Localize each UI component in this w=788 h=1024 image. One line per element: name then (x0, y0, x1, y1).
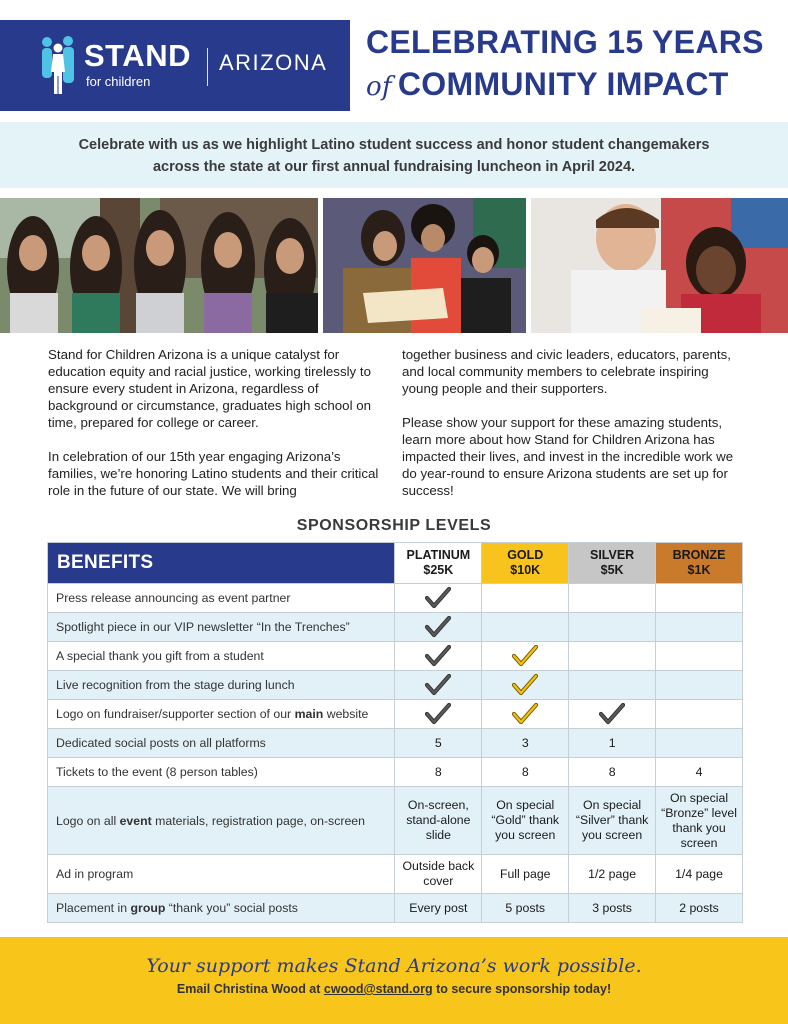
logo-subtext: for children (86, 74, 151, 89)
footer-band (0, 937, 788, 1024)
checkmark-icon (395, 584, 482, 613)
level-value: 5 posts (482, 894, 569, 923)
footer-contact (0, 982, 788, 996)
logo-stand-text: STAND (84, 38, 191, 73)
level-name: GOLD (507, 548, 544, 562)
checkmark-icon (482, 642, 569, 671)
contact-pre: Email Christina Wood at (176, 982, 324, 996)
benefit-text: Logo on fundraiser/supporter section of our (56, 707, 295, 721)
table-row (48, 642, 743, 671)
contact-post: to secure sponsorship today! (432, 982, 612, 996)
level-value: 2 posts (656, 894, 743, 923)
benefit-text: Placement in (56, 901, 131, 915)
table-row (48, 729, 743, 758)
body-paragraph: together business and civic leaders, educators, parents, and local community members to celebrate inspiring young people and their supporters. (402, 347, 731, 396)
level-value (569, 671, 656, 700)
body-right-column (402, 346, 744, 516)
level-value: On special “Bronze” level thank you screen (656, 787, 743, 855)
level-header-silver (569, 543, 656, 584)
benefit-label: Live recognition from the stage during lunch (48, 671, 395, 700)
level-value (569, 613, 656, 642)
sponsorship-title: SPONSORSHIP LEVELS (296, 517, 492, 534)
body-left-column (48, 346, 382, 516)
level-value (482, 613, 569, 642)
benefit-emphasis: event (119, 813, 152, 828)
benefit-label (48, 700, 395, 729)
body-paragraph: In celebration of our 15th year engaging Arizona’s families, we’re honoring Latino students and their critical role in the future of our state. We will bring (48, 449, 379, 498)
table-row (48, 613, 743, 642)
benefit-label: Press release announcing as event partner (48, 584, 395, 613)
benefits-header: BENEFITS (48, 543, 395, 584)
footer-tagline: Your support makes Stand Arizona’s work possible. (146, 955, 642, 977)
level-value (656, 671, 743, 700)
sponsorship-table-body (48, 584, 743, 923)
intro-text: Celebrate with us as we highlight Latino student success and honor student changemakers across the state at our first annual fundraising luncheon in April 2024. (78, 137, 710, 175)
table-row (48, 855, 743, 894)
level-amount: $10K (510, 563, 541, 577)
level-value: On special “Gold” thank you screen (482, 787, 569, 855)
benefit-label: Tickets to the event (8 person tables) (48, 758, 395, 787)
title-of: of (366, 72, 392, 102)
checkmark-icon (482, 671, 569, 700)
logo-region: ARIZONA (219, 50, 328, 75)
level-name: BRONZE (672, 548, 726, 562)
sponsorship-table (47, 542, 743, 923)
level-value: 1/2 page (569, 855, 656, 894)
level-value (656, 584, 743, 613)
level-header-bronze (656, 543, 743, 584)
logo-divider (207, 48, 208, 86)
level-value: 8 (569, 758, 656, 787)
checkmark-icon (395, 700, 482, 729)
photo-reading-group (323, 198, 526, 333)
level-amount: $5K (600, 563, 624, 577)
checkmark-icon (482, 700, 569, 729)
level-value: 8 (395, 758, 482, 787)
table-row (48, 758, 743, 787)
level-value: 3 posts (569, 894, 656, 923)
benefit-label: Dedicated social posts on all platforms (48, 729, 395, 758)
contact-email-link[interactable]: cwood@stand.org (323, 982, 433, 996)
level-value: Outside back cover (395, 855, 482, 894)
checkmark-icon (395, 671, 482, 700)
benefit-text: Logo on all (56, 813, 120, 828)
table-row (48, 584, 743, 613)
level-value (656, 700, 743, 729)
photo-teacher-student (531, 198, 788, 333)
body-paragraph: Please show your support for these amazing students, learn more about how Stand for Children Arizona has impacted their lives, and invest in the incredible work we do year-round to ensure Arizona students are set up for success! (402, 415, 734, 498)
table-row (48, 894, 743, 923)
level-header-platinum (395, 543, 482, 584)
level-value: 1/4 page (656, 855, 743, 894)
level-value: Full page (482, 855, 569, 894)
table-row (48, 700, 743, 729)
level-value: On special “Silver” thank you screen (569, 787, 656, 855)
benefit-text: materials, registration page, on-screen (151, 813, 365, 828)
benefit-label (48, 787, 395, 855)
level-value: On-screen, stand-alone slide (395, 787, 482, 855)
benefit-text: “thank you” social posts (165, 901, 298, 915)
level-value (482, 584, 569, 613)
level-value (656, 729, 743, 758)
level-amount: $1K (687, 563, 711, 577)
benefit-label: Spotlight piece in our VIP newsletter “In the Trenches” (48, 613, 395, 642)
table-header-row (48, 543, 743, 584)
level-value: 4 (656, 758, 743, 787)
benefit-label (48, 894, 395, 923)
level-name: SILVER (589, 548, 635, 562)
people-logo-icon (38, 34, 80, 96)
benefit-text: website (323, 707, 369, 721)
benefit-emphasis: group (130, 901, 166, 915)
level-value: 1 (569, 729, 656, 758)
photo-students-group (0, 198, 318, 333)
table-row (48, 671, 743, 700)
body-paragraph: Stand for Children Arizona is a unique catalyst for education equity and racial justice, working tirelessly to ensure every student in Arizona, regardless of background or circumstance, graduates high school on time, prepared for college or career. (48, 347, 372, 430)
level-value (569, 642, 656, 671)
benefit-emphasis: main (294, 707, 324, 721)
table-row (48, 787, 743, 855)
level-value (656, 613, 743, 642)
title-line2-text: COMMUNITY IMPACT (397, 66, 729, 102)
level-value (656, 642, 743, 671)
page-title-line2 (366, 66, 729, 103)
benefit-label: A special thank you gift from a student (48, 642, 395, 671)
intro-band (0, 122, 788, 188)
level-header-gold (482, 543, 569, 584)
level-value: 3 (482, 729, 569, 758)
logo-block (0, 20, 350, 111)
checkmark-icon (569, 700, 656, 729)
checkmark-icon (395, 613, 482, 642)
level-value: Every post (395, 894, 482, 923)
level-amount: $25K (423, 563, 454, 577)
benefit-label: Ad in program (48, 855, 395, 894)
level-value: 5 (395, 729, 482, 758)
level-value (569, 584, 656, 613)
page-title-line1: CELEBRATING 15 YEARS (366, 24, 764, 60)
level-value: 8 (482, 758, 569, 787)
checkmark-icon (395, 642, 482, 671)
level-name: PLATINUM (406, 548, 471, 562)
